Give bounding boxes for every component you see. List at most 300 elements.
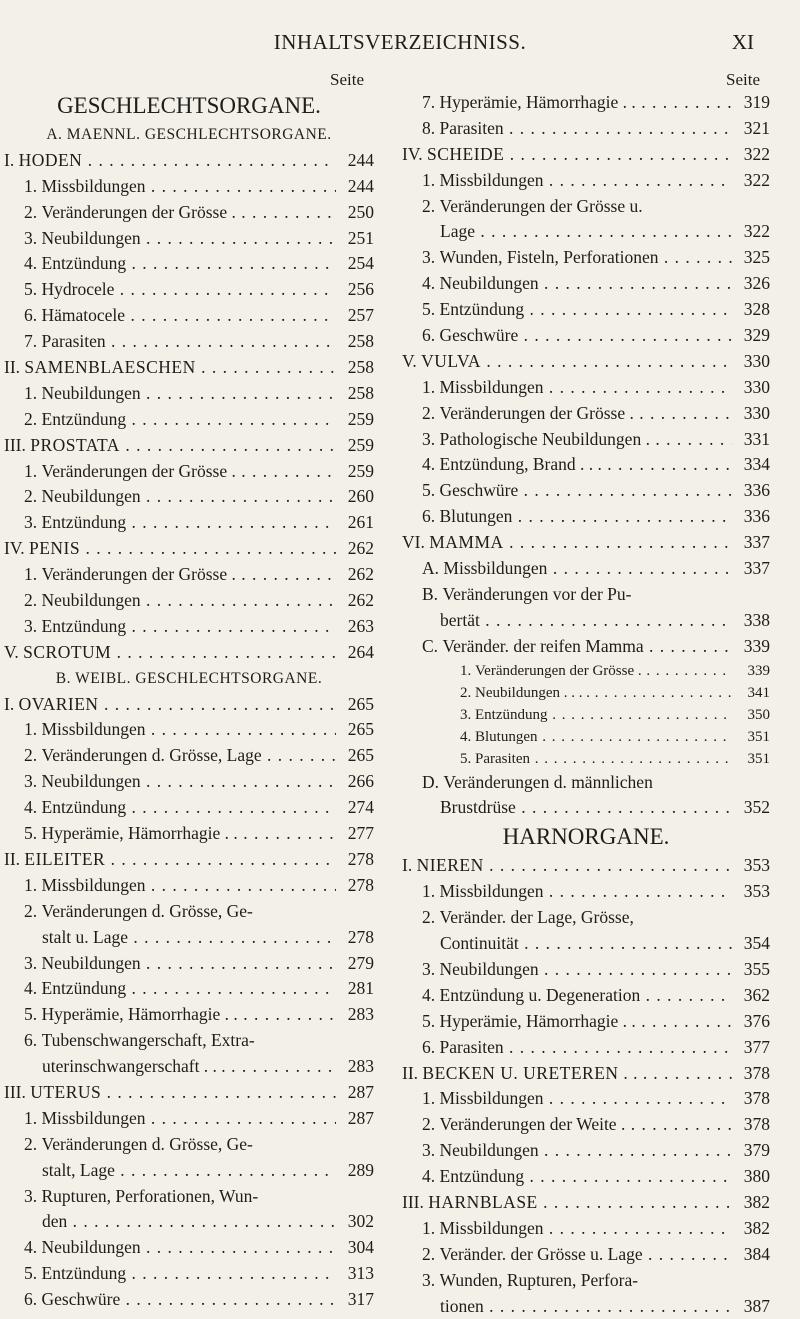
entry-page: 350 <box>747 706 770 723</box>
entry-number: 5. <box>24 823 38 844</box>
toc-entry <box>402 452 770 478</box>
entry-label: BECKEN U. URETEREN . . . . . . <box>422 1061 732 1087</box>
entry-label: Missbildungen . . . <box>440 1216 733 1242</box>
entry-page: 257 <box>347 305 374 326</box>
entry-page: 384 <box>743 1243 770 1264</box>
entry-number: 4. <box>422 454 436 475</box>
toc-entries-left <box>4 90 374 1313</box>
entry-number: 4. <box>24 978 38 999</box>
entry-label: EILEITER . . . <box>24 847 336 873</box>
entry-page: 283 <box>347 1056 374 1077</box>
toc-entry <box>402 608 770 634</box>
entry-label: Missbildungen . . . <box>42 717 337 743</box>
toc-entry <box>402 427 770 453</box>
entry-number: V. <box>4 641 19 662</box>
entry-label: Neubildungen . . . <box>42 1235 337 1261</box>
entry-label: Hyperämie, Hämorrhagie . . . . . <box>42 1002 337 1028</box>
entry-label: Veränder. der Lage, Grösse, <box>439 907 634 928</box>
entry-label: Entzündung . . . <box>475 704 732 726</box>
entry-label: stalt u. Lage . . . <box>42 925 336 951</box>
toc-entry <box>4 1158 374 1184</box>
entry-label: Entzündung . . . <box>42 407 337 433</box>
toc-entry <box>4 1132 374 1158</box>
entry-label: Entzündung . . . <box>42 510 337 536</box>
toc-entry <box>402 556 770 582</box>
entry-number: 1. <box>24 874 38 895</box>
entry-page: 382 <box>743 1217 770 1238</box>
entry-label: PROSTATA . . . <box>30 433 336 459</box>
entry-number: 4. <box>460 728 472 745</box>
entry-number: 4. <box>422 984 436 1005</box>
entry-number: 4. <box>24 253 38 274</box>
entry-page: 265 <box>347 719 374 740</box>
entry-label: Neubildungen . . . <box>440 957 733 983</box>
entry-page: 265 <box>347 745 374 766</box>
toc-chapter-entry <box>402 1061 770 1087</box>
toc-entry <box>402 931 770 957</box>
entry-label: HARNBLASE . . . <box>428 1190 732 1216</box>
entry-number: A. <box>422 558 440 579</box>
entry-label: SCROTUM . . . <box>23 640 336 666</box>
entry-number: 1. <box>24 175 38 196</box>
toc-entry <box>4 588 374 614</box>
entry-page: 263 <box>347 615 374 636</box>
entry-number: III. <box>402 1191 424 1212</box>
entry-page: 376 <box>743 1010 770 1031</box>
entry-label: Tubenschwangerschaft, Extra- <box>41 1030 255 1051</box>
entry-number: C. <box>422 635 439 656</box>
entry-number: II. <box>402 1062 419 1083</box>
entry-label: Entzündung . . . <box>440 1164 733 1190</box>
entry-number: 2. <box>422 1243 436 1264</box>
entry-number: 1. <box>24 1107 38 1128</box>
toc-entry <box>4 1184 374 1210</box>
entry-label: Veränderungen der Grösse . . . . <box>42 459 337 485</box>
entry-label: Parasiten . . . <box>42 329 337 355</box>
entry-number: I. <box>402 855 413 876</box>
entry-number: 1. <box>422 881 436 902</box>
toc-entry <box>402 1164 770 1190</box>
entry-number: 8. <box>422 117 436 138</box>
entry-label: Missbildungen . . . <box>42 174 337 200</box>
toc-entry <box>402 90 770 116</box>
entry-number: II. <box>4 357 21 378</box>
entry-label: Missbildungen . . . <box>42 873 337 899</box>
entry-number: 3. <box>422 1140 436 1161</box>
entry-page: 287 <box>347 1107 374 1128</box>
entry-number: 2. <box>422 907 436 928</box>
toc-entry <box>4 562 374 588</box>
entry-label: Veränderungen der Grösse u. <box>439 195 643 216</box>
toc-entry <box>4 484 374 510</box>
toc-entry <box>402 168 770 194</box>
toc-chapter-entry <box>402 142 770 168</box>
entry-number: 7. <box>422 92 436 112</box>
entry-label: Entzündung . . . <box>42 1261 337 1287</box>
entry-page: 330 <box>743 402 770 423</box>
toc-entry <box>402 1086 770 1112</box>
entry-label: Entzündung u. Degeneration . . . <box>440 983 733 1009</box>
entry-page: 244 <box>347 175 374 196</box>
entry-number: 3. <box>24 512 38 533</box>
toc-entry <box>402 1035 770 1061</box>
entry-label: PENIS . . . <box>29 536 336 562</box>
entry-label: VULVA . . . <box>421 349 732 375</box>
entry-page: 325 <box>743 247 770 268</box>
entry-number: 3. <box>422 1269 436 1290</box>
entry-number: 3. <box>24 952 38 973</box>
entry-label: Blutungen . . . <box>440 504 733 530</box>
entry-page: 337 <box>743 558 770 579</box>
entry-label: Entzündung . . . <box>440 297 733 323</box>
entry-number: 5. <box>422 299 436 320</box>
entry-page: 351 <box>747 750 770 767</box>
entry-number: 6. <box>422 325 436 346</box>
toc-entry <box>402 770 770 796</box>
entry-number: 3. <box>460 706 472 723</box>
subsection-heading: B. WEIBL. GESCHLECHTSORGANE. <box>55 669 323 687</box>
entry-label: Entzündung . . . <box>42 251 337 277</box>
entry-page: 278 <box>347 848 374 869</box>
entry-page: 379 <box>743 1140 770 1161</box>
entry-number: D. <box>422 771 440 792</box>
toc-entry <box>402 983 770 1009</box>
entry-number: 6. <box>24 305 38 326</box>
entry-page: 317 <box>347 1289 374 1310</box>
entry-label: Veränderungen der Weite . . . . <box>440 1112 733 1138</box>
entry-page: 334 <box>743 454 770 475</box>
entry-label: tionen . . . <box>440 1294 732 1319</box>
toc-chapter-entry <box>4 433 374 459</box>
toc-column-left <box>4 70 374 1313</box>
entry-label: Parasiten . . . <box>440 1035 733 1061</box>
entry-label: Entzündung . . . <box>42 795 337 821</box>
toc-entry <box>402 194 770 220</box>
entry-page: 322 <box>743 143 770 164</box>
entry-number: 6. <box>24 1289 38 1310</box>
toc-entry <box>402 245 770 271</box>
entry-page: 330 <box>743 376 770 397</box>
entry-page: 259 <box>347 434 374 455</box>
toc-chapter-entry <box>4 847 374 873</box>
entry-label: stalt, Lage . . . <box>42 1158 336 1184</box>
entry-page: 322 <box>743 221 770 242</box>
toc-entry <box>4 1261 374 1287</box>
entry-label: Veränderungen d. Grösse, Ge- <box>41 900 253 921</box>
entry-page: 266 <box>347 771 374 792</box>
toc-entry <box>4 951 374 977</box>
entry-label: Entzündung . . . <box>42 614 337 640</box>
entry-label: Neubildungen . . . <box>42 381 337 407</box>
toc-chapter-entry <box>4 355 374 381</box>
entry-number: 5. <box>422 1010 436 1031</box>
entry-label: Missbildungen . . . <box>443 556 732 582</box>
entry-label: Veränderungen d. Grösse, Ge- <box>41 1133 253 1154</box>
entry-page: 336 <box>743 506 770 527</box>
entry-label: Veränder. der reifen Mamma . . . <box>442 634 732 660</box>
toc-entry <box>402 271 770 297</box>
entry-page: 330 <box>743 350 770 371</box>
entry-page: 321 <box>743 117 770 138</box>
toc-entry <box>402 297 770 323</box>
toc-entry <box>4 459 374 485</box>
toc-entry <box>4 769 374 795</box>
entry-page: 265 <box>347 693 374 714</box>
entry-label: den . . . <box>42 1209 336 1235</box>
entry-page: 329 <box>743 325 770 346</box>
entry-page: 351 <box>747 728 770 745</box>
entry-label: HODEN . . . <box>19 148 336 174</box>
entry-number: 4. <box>24 1237 38 1258</box>
toc-entry <box>402 879 770 905</box>
toc-entry <box>4 277 374 303</box>
entry-label: Blutungen . . . <box>475 726 732 748</box>
entry-label: Hyperämie, Hämorrhagie . . . . . <box>42 821 337 847</box>
entry-label: Veränderungen der Grösse . . . . <box>42 200 337 226</box>
entry-page: 331 <box>743 428 770 449</box>
toc-entry <box>4 381 374 407</box>
entry-page: 354 <box>743 933 770 954</box>
entry-page: 262 <box>347 538 374 559</box>
entry-page: 355 <box>743 958 770 979</box>
entry-number: 2. <box>24 590 38 611</box>
toc-entry <box>4 226 374 252</box>
entry-page: 387 <box>743 1295 770 1316</box>
entry-number: 6. <box>422 506 436 527</box>
toc-entry <box>402 726 770 748</box>
entry-page: 262 <box>347 590 374 611</box>
entry-label: Wunden, Fisteln, Perforationen . . . <box>440 245 733 271</box>
entry-number: 4. <box>422 273 436 294</box>
toc-column-right <box>402 70 770 1319</box>
entry-label: Missbildungen . . . <box>440 879 733 905</box>
toc-entry <box>402 116 770 142</box>
entry-number: 3. <box>24 1185 38 1206</box>
toc-entry <box>4 1209 374 1235</box>
entry-label: Continuität . . . <box>440 931 732 957</box>
entry-page: 338 <box>743 609 770 630</box>
entry-page: 337 <box>743 532 770 553</box>
toc-entry <box>402 219 770 245</box>
page-number: XI <box>731 30 754 54</box>
toc-chapter-entry <box>402 853 770 879</box>
entry-number: 2. <box>24 201 38 222</box>
entry-page: 256 <box>347 279 374 300</box>
toc-entry <box>402 1216 770 1242</box>
toc-entry <box>402 478 770 504</box>
entry-label: Missbildungen . . . <box>440 1086 733 1112</box>
entry-number: IV. <box>4 538 25 559</box>
page-header <box>0 30 800 60</box>
entry-label: Veränder. der Grösse u. Lage . . . <box>440 1242 733 1268</box>
entry-label: bertät . . . <box>440 608 732 634</box>
entry-number: 2. <box>460 684 472 701</box>
toc-chapter-entry <box>402 349 770 375</box>
page-title: INHALTSVERZEICHNISS. <box>273 30 527 54</box>
toc-entry <box>4 899 374 925</box>
toc-entry <box>402 682 770 704</box>
entry-label: Wunden, Rupturen, Perfora- <box>439 1269 639 1290</box>
entry-label: Hämatocele . . . <box>42 303 337 329</box>
entry-page: 377 <box>743 1036 770 1057</box>
entry-label: uterinschwangerschaft . . . . . . <box>42 1054 336 1080</box>
entry-page: 339 <box>743 635 770 656</box>
entry-page: 328 <box>743 299 770 320</box>
entry-label: OVARIEN . . . <box>19 692 336 718</box>
entry-page: 244 <box>347 149 374 170</box>
entry-page: 258 <box>347 357 374 378</box>
toc-entry <box>4 174 374 200</box>
toc-entry <box>4 1106 374 1132</box>
entry-page: 260 <box>347 486 374 507</box>
entry-number: 2. <box>24 1133 38 1154</box>
entry-label: Veränderungen der Grösse . . . . <box>42 562 337 588</box>
entry-number: II. <box>4 848 21 869</box>
toc-entry <box>4 821 374 847</box>
entry-label: SAMENBLAESCHEN . . . <box>24 355 336 381</box>
toc-entry <box>402 660 770 682</box>
entry-number: 5. <box>422 480 436 501</box>
entry-page: 339 <box>747 662 770 679</box>
entry-page: 287 <box>347 1081 374 1102</box>
toc-entry <box>4 976 374 1002</box>
entry-page: 259 <box>347 408 374 429</box>
entry-page: 254 <box>347 253 374 274</box>
toc-chapter-entry <box>402 1190 770 1216</box>
entry-page: 380 <box>743 1166 770 1187</box>
entry-number: 5. <box>24 1263 38 1284</box>
entry-label: Hyperämie, Hämorrhagie . . . . . <box>440 90 733 116</box>
entry-page: 278 <box>347 926 374 947</box>
entry-page: 322 <box>743 169 770 190</box>
entry-number: 2. <box>422 195 436 216</box>
entry-page: 319 <box>743 92 770 112</box>
toc-chapter-entry <box>4 536 374 562</box>
entry-label: Geschwüre . . . <box>440 478 733 504</box>
entry-label: Veränderungen d. männlichen <box>443 771 653 792</box>
entry-number: VI. <box>402 532 425 553</box>
entry-label: Neubildungen . . . <box>440 1138 733 1164</box>
toc-chapter-entry <box>402 530 770 556</box>
entry-number: 3. <box>24 771 38 792</box>
section-heading: HARNORGANE. <box>502 824 670 850</box>
entry-label: Veränderungen d. Grösse, Lage . . . <box>42 743 337 769</box>
entry-page: 289 <box>347 1159 374 1180</box>
entry-number: 2. <box>24 408 38 429</box>
toc-entry <box>4 614 374 640</box>
entry-label: Brustdrüse . . . <box>440 795 732 821</box>
entry-label: Veränderungen der Grösse . . . . <box>440 401 733 427</box>
toc-entry <box>402 1138 770 1164</box>
toc-entry <box>402 795 770 821</box>
entry-label: Veränderungen vor der Pu- <box>442 583 632 604</box>
entry-label: Neubildungen . . . <box>42 226 337 252</box>
toc-entry <box>402 748 770 770</box>
entry-number: 1. <box>422 169 436 190</box>
entry-label: Rupturen, Perforationen, Wun- <box>41 1185 259 1206</box>
entry-number: B. <box>422 583 439 604</box>
entry-page: 313 <box>347 1263 374 1284</box>
toc-entry <box>402 1009 770 1035</box>
entry-number: III. <box>4 1081 26 1102</box>
entry-label: Neubildungen . . . <box>42 484 337 510</box>
entry-number: 5. <box>460 750 472 767</box>
toc-entry <box>4 795 374 821</box>
entry-label: Lage . . . <box>440 219 732 245</box>
toc-entry <box>4 717 374 743</box>
entry-label: NIEREN . . . <box>417 853 732 879</box>
seite-label: Seite <box>330 70 364 89</box>
toc-entry <box>402 905 770 931</box>
toc-entry <box>402 1112 770 1138</box>
entry-number: IV. <box>402 143 423 164</box>
toc-entry <box>402 504 770 530</box>
entry-page: 281 <box>347 978 374 999</box>
toc-entry <box>402 323 770 349</box>
entry-label: Parasiten . . . <box>440 116 733 142</box>
toc-chapter-entry <box>4 640 374 666</box>
entry-number: 7. <box>24 331 38 352</box>
entry-label: Missbildungen . . . <box>440 168 733 194</box>
entry-number: 1. <box>24 719 38 740</box>
entry-page: 279 <box>347 952 374 973</box>
entry-number: I. <box>4 693 15 714</box>
entry-label: Neubildungen . . . <box>42 588 337 614</box>
toc-chapter-entry <box>4 692 374 718</box>
entry-number: 5. <box>24 279 38 300</box>
entry-label: Hydrocele . . . <box>42 277 337 303</box>
entry-number: 2. <box>422 1114 436 1135</box>
toc-entry <box>4 200 374 226</box>
entry-number: 6. <box>24 1030 38 1051</box>
entry-number: 5. <box>24 1004 38 1025</box>
toc-entry <box>4 743 374 769</box>
entry-label: Neubildungen . . . . . . . <box>475 682 732 704</box>
entry-page: 304 <box>347 1237 374 1258</box>
entry-number: 2. <box>24 486 38 507</box>
entry-page: 382 <box>743 1191 770 1212</box>
entry-number: 4. <box>24 797 38 818</box>
entry-number: 2. <box>24 745 38 766</box>
entry-page: 353 <box>743 855 770 876</box>
toc-entry <box>402 704 770 726</box>
entry-label: Entzündung, Brand . . . . . . <box>440 452 733 478</box>
entry-number: 1. <box>422 376 436 397</box>
toc-entries-right <box>402 90 770 1319</box>
entry-page: 277 <box>347 823 374 844</box>
entry-page: 336 <box>743 480 770 501</box>
entry-page: 378 <box>743 1114 770 1135</box>
toc-entry <box>4 1235 374 1261</box>
entry-page: 262 <box>347 564 374 585</box>
entry-page: 378 <box>743 1088 770 1109</box>
toc-entry <box>4 873 374 899</box>
entry-label: Neubildungen . . . <box>42 769 337 795</box>
entry-page: 283 <box>347 1004 374 1025</box>
entry-number: 1. <box>460 662 472 679</box>
toc-chapter-entry <box>4 148 374 174</box>
toc-entry <box>402 582 770 608</box>
entry-page: 258 <box>347 382 374 403</box>
entry-number: 2. <box>422 402 436 423</box>
entry-label: Geschwüre . . . <box>42 1287 337 1313</box>
toc-entry <box>4 407 374 433</box>
entry-page: 258 <box>347 331 374 352</box>
toc-entry <box>4 925 374 951</box>
toc-entry <box>4 1054 374 1080</box>
entry-number: I. <box>4 149 15 170</box>
entry-label: Parasiten . . . <box>475 748 732 770</box>
